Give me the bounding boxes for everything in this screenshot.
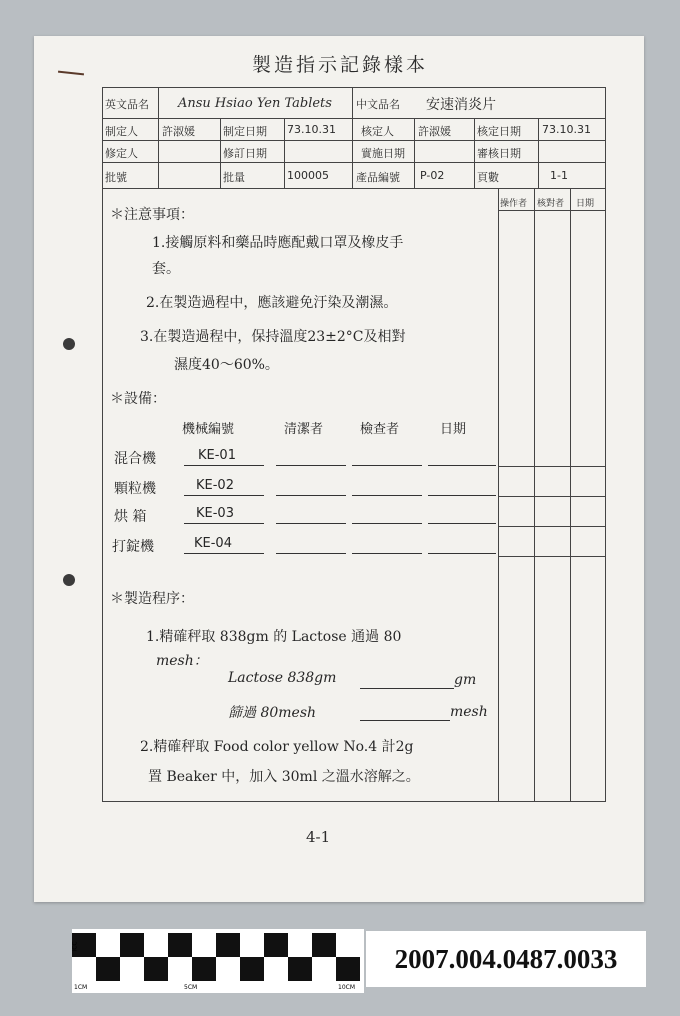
procedure-line: 1.精確秤取 838gm 的 Lactose 通過 80 (146, 629, 402, 645)
equipment-underline (352, 553, 422, 554)
color-scale-bar (72, 929, 364, 993)
label-author-date: 制定日期 (223, 125, 267, 138)
procedure-line: 2.精確秤取 Food color yellow No.4 計2g (140, 739, 414, 755)
value-chinese-name: 安速消炎片 (426, 97, 496, 113)
equipment-name: 混合機 (114, 451, 156, 467)
procedure-unit: mesh (450, 704, 488, 720)
scale-square (240, 957, 264, 981)
binder-hole-top (63, 338, 75, 350)
equipment-underline (428, 495, 496, 496)
note-line: 1.接觸原料和藥品時應配戴口罩及橡皮手 (152, 235, 404, 251)
scale-square (168, 933, 192, 957)
equipment-underline (184, 495, 264, 496)
procedure-line: mesh： (156, 653, 208, 669)
body-bottom-line (102, 801, 606, 802)
label-batch-size: 批量 (223, 171, 245, 184)
scale-label-side: ICC (71, 941, 79, 952)
equipment-code: KE-03 (196, 506, 234, 521)
equipment-underline (184, 465, 264, 466)
equipment-underline (352, 465, 422, 466)
header-col-6 (474, 118, 475, 188)
side-row-line-3 (498, 526, 605, 527)
label-reviser: 修定人 (105, 147, 138, 160)
header-line-1 (102, 118, 606, 119)
equipment-underline (276, 495, 346, 496)
side-label-date: 日期 (576, 199, 595, 209)
label-revision-date: 修訂日期 (223, 147, 267, 160)
procedure-blank-line (360, 720, 450, 721)
equipment-underline (428, 465, 496, 466)
header-col-4 (352, 87, 353, 188)
header-top-line (102, 87, 606, 88)
header-right-border (605, 87, 606, 802)
page-number: 4-1 (306, 828, 331, 846)
header-col-2 (220, 118, 221, 188)
value-batch-size: 100005 (287, 169, 329, 182)
side-label-operator: 操作者 (500, 199, 528, 209)
binder-hole-bottom (63, 574, 75, 586)
equipment-col-machine-no: 機械編號 (182, 422, 235, 437)
side-header-line (498, 210, 605, 211)
label-english-name: 英文品名 (105, 98, 149, 111)
equipment-underline (352, 523, 422, 524)
label-batch-number: 批號 (105, 171, 127, 184)
scale-square (120, 933, 144, 957)
document-sheet (34, 36, 644, 902)
notes-heading: ＊注意事項： (110, 207, 194, 223)
label-chinese-name: 中文品名 (356, 98, 400, 111)
note-line: 濕度40～60%。 (174, 357, 279, 373)
value-author-date: 73.10.31 (287, 123, 336, 136)
equipment-underline (184, 523, 264, 524)
scale-label-1cm: 1CM (74, 984, 88, 991)
header-line-4 (102, 188, 606, 189)
side-label-checker: 核對者 (537, 199, 565, 209)
label-approval-date: 核定日期 (477, 125, 521, 138)
equipment-name: 打錠機 (112, 539, 154, 555)
label-effective-date: 實施日期 (361, 147, 405, 160)
side-row-line-2 (498, 496, 605, 497)
value-approval-date: 73.10.31 (542, 123, 591, 136)
value-product-code: P-02 (420, 169, 445, 182)
scale-square (192, 957, 216, 981)
header-col-5 (414, 118, 415, 188)
label-author: 制定人 (105, 125, 138, 138)
procedure-line: 篩過 80mesh (228, 705, 317, 721)
label-product-code: 產品編號 (356, 171, 400, 184)
scale-label-5cm: 5CM (184, 984, 198, 991)
accession-number-label: 2007.004.0487.0033 (366, 931, 646, 987)
side-row-line-4 (498, 556, 605, 557)
equipment-col-date: 日期 (440, 422, 467, 437)
scale-square (336, 957, 360, 981)
equipment-underline (428, 523, 496, 524)
value-page-count: 1-1 (550, 169, 568, 182)
scale-square (288, 957, 312, 981)
equipment-underline (184, 553, 264, 554)
header-col-3 (284, 118, 285, 188)
procedure-unit: gm (454, 672, 477, 688)
equipment-code: KE-01 (198, 448, 236, 463)
scale-square (312, 933, 336, 957)
value-approver: 許淑媛 (418, 125, 451, 138)
note-line: 3.在製造過程中，保持溫度23±2°C及相對 (140, 329, 406, 345)
procedure-line: Lactose 838gm (228, 670, 337, 686)
equipment-code: KE-04 (194, 536, 232, 551)
procedure-heading: ＊製造程序： (110, 591, 194, 607)
procedure-line: 置 Beaker 中，加入 30ml 之溫水溶解之。 (148, 769, 420, 785)
equipment-underline (276, 553, 346, 554)
side-col-3 (570, 188, 571, 802)
header-col-7 (538, 118, 539, 188)
value-english-name: Ansu Hsiao Yen Tablets (178, 96, 332, 111)
scale-square (216, 933, 240, 957)
note-line: 2.在製造過程中，應該避免汙染及潮濕。 (146, 295, 398, 311)
document-title: 製造指示記錄樣本 (252, 54, 429, 76)
equipment-underline (428, 553, 496, 554)
scale-square (144, 957, 168, 981)
value-author: 許淑媛 (162, 125, 195, 138)
equipment-col-inspector: 檢查者 (360, 422, 400, 437)
header-line-2 (102, 140, 606, 141)
side-col-1 (498, 188, 499, 802)
header-line-3 (102, 162, 606, 163)
header-left-border (102, 87, 103, 802)
equipment-code: KE-02 (196, 478, 234, 493)
scale-square (264, 933, 288, 957)
side-col-2 (534, 188, 535, 802)
note-line: 套。 (152, 261, 180, 277)
equipment-heading: ＊設備： (110, 391, 166, 407)
equipment-col-cleaner: 清潔者 (284, 422, 324, 437)
scale-label-10cm: 10CM (338, 984, 356, 991)
equipment-underline (352, 495, 422, 496)
pen-mark (58, 71, 84, 76)
scale-square (96, 957, 120, 981)
equipment-underline (276, 465, 346, 466)
label-page-count: 頁數 (477, 171, 499, 184)
equipment-name: 烘 箱 (114, 509, 147, 525)
header-col-1 (158, 87, 159, 188)
equipment-name: 顆粒機 (114, 481, 156, 497)
label-approver: 核定人 (361, 125, 394, 138)
equipment-underline (276, 523, 346, 524)
side-row-line-1 (498, 466, 605, 467)
label-review-date: 審核日期 (477, 147, 521, 160)
procedure-blank-line (360, 688, 454, 689)
